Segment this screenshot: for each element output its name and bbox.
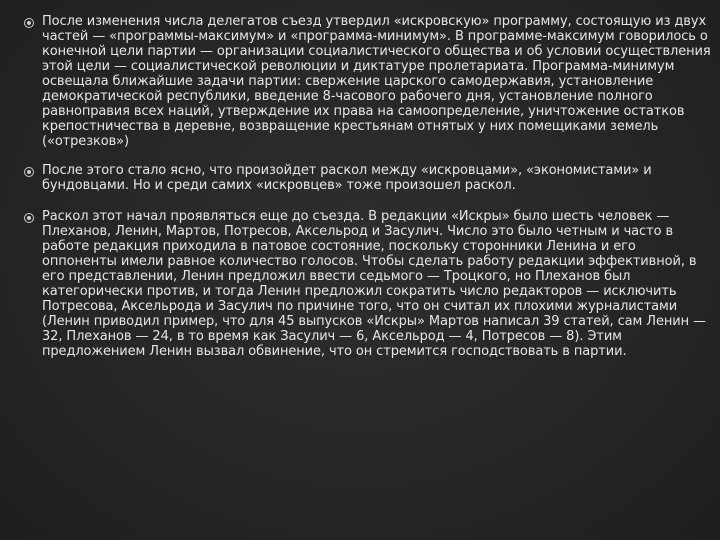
bullet-circle-icon — [24, 18, 34, 28]
bullet-item — [24, 14, 714, 149]
bullet-text: Раскол этот начал проявляться еще до съезда. В редакции «Искры» было шесть человек — Плеханов, Ленин, Мартов, Потресов, Аксельрод и Засулич. Число это было четным и часто в работе редакция приходила в патовое состояние, поскольку сторонники Ленина и его оппоненты имели равное количество голосов. Чтобы сделать работу редакции эффективной, в его представлении, Ленин предложил ввести седьмого — Троцкого, но Плеханов был категорически против, и тогда Ленин предложил сократить число редакторов — исключить Потресова, Аксельрода и Засулич по причине того, что он считал их плохими журналистами (Ленин приводил пример, что для 45 выпусков «Искры» Мартов написал 39 статей, сам Ленин — 32, Плеханов — 24, в то время как Засулич — 6, Аксельрод — 4, Потресов — 8). Этим предложением Ленин вызвал обвинение, что он стремится господствовать в партии. — [42, 209, 706, 359]
bullet-text: После этого стало ясно, что произойдет раскол между «искровцами», «экономистами» и бундовцами. Но и среди самих «искровцев» тоже произошел раскол. — [42, 163, 652, 193]
bullet-text: После изменения числа делегатов съезд утвердил «искровскую» программу, состоящую из двух частей — «программы-максимум» и «программа-минимум». В программе-максимум говорилось о конечной цели партии — организации социалистического общества и об условии осуществления этой цели — социалистической революции и диктатуре пролетариата. Программа-минимум освещала ближайшие задачи партии: свержение царского самодержавия, установление демократической республики, введение 8-часового рабочего дня, установление полного равноправия всех наций, утверждение их права на самоопределение, уничтожение остатков крепостничества в деревне, возвращение крестьянам отнятых у них помещиками земель («отрезков») — [42, 14, 711, 149]
bullet-circle-icon — [24, 213, 34, 223]
bullet-item — [24, 209, 714, 359]
bullet-circle-icon — [24, 167, 34, 177]
bullet-list — [24, 14, 714, 373]
bullet-item — [24, 163, 714, 193]
